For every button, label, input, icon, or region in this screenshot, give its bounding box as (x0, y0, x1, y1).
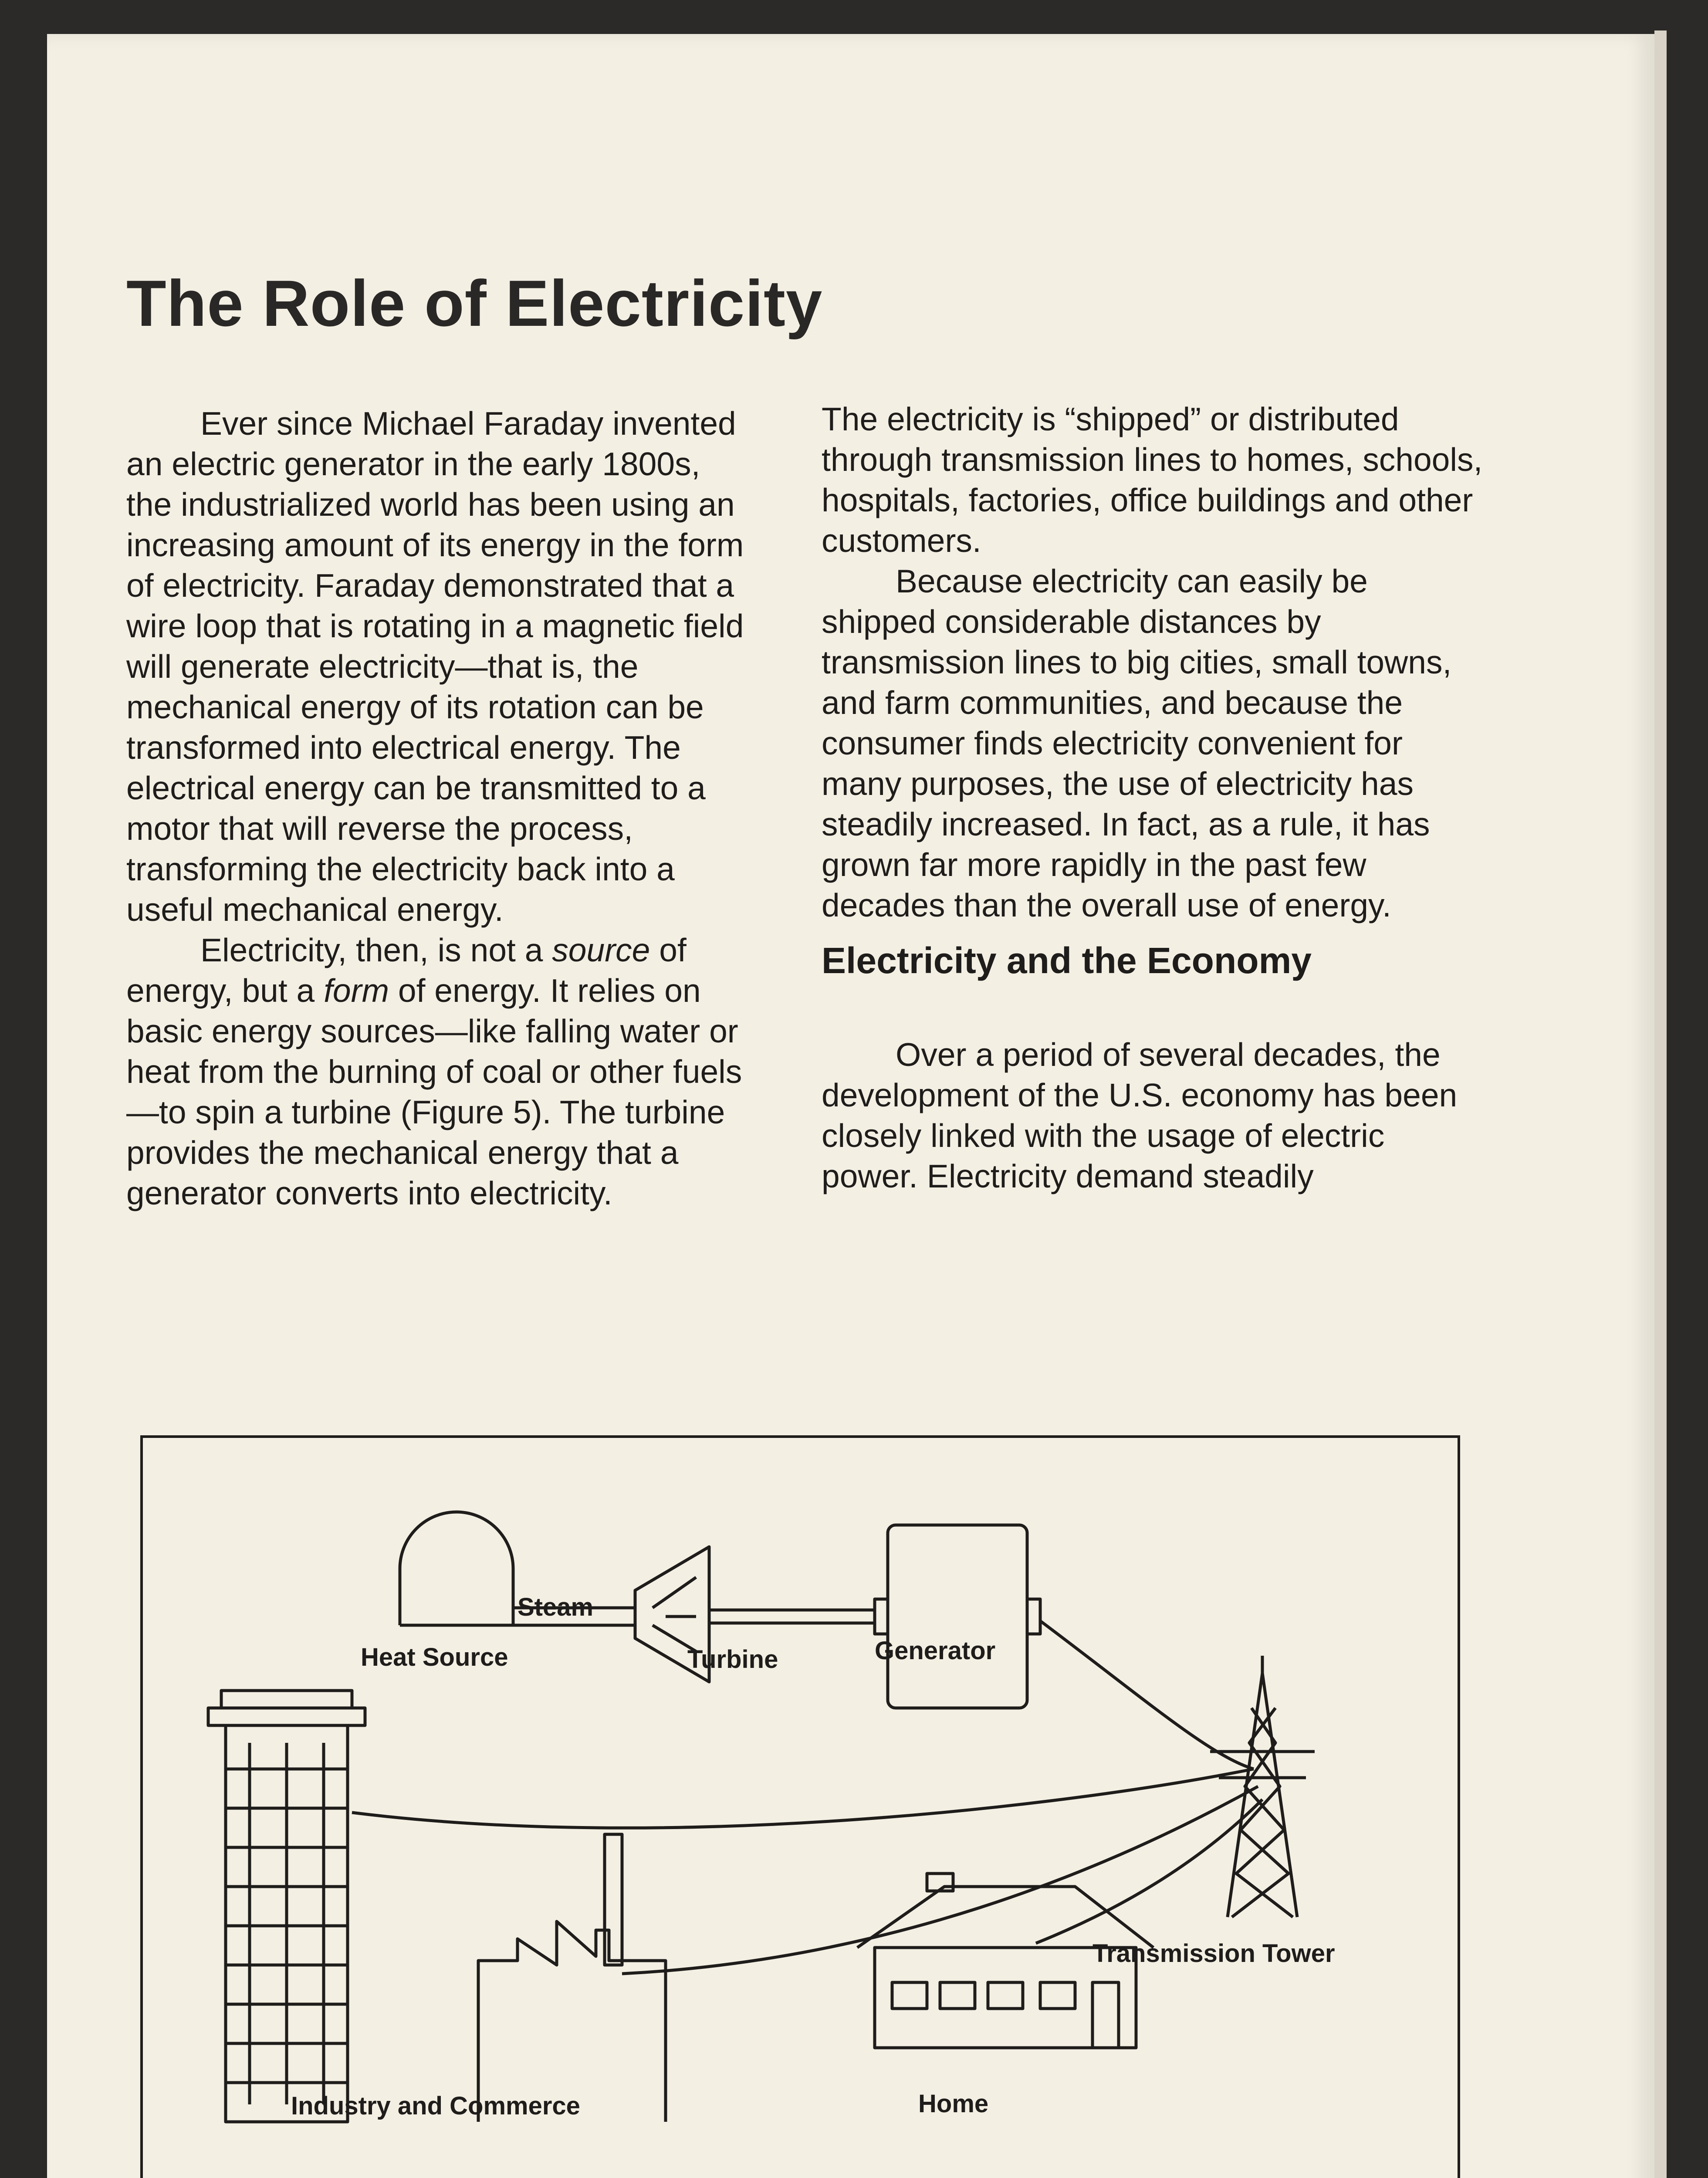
text-span: Electricity, then, is not a (200, 932, 552, 968)
label-transmission-tower: Transmission Tower (1092, 1939, 1335, 1968)
paragraph-source-form (126, 930, 754, 1214)
paragraph-economy: Over a period of several decades, the development of the U.S. economy has been closely linked with the usage of electric power. Electricity demand steadily (822, 1036, 1458, 1194)
page-title: The Role of Electricity (126, 267, 823, 340)
power-line (352, 1769, 1254, 1828)
power-line (1040, 1621, 1254, 1769)
label-heat-source: Heat Source (361, 1643, 508, 1671)
industry-building-icon (208, 1691, 365, 2122)
text-span: of energy. It relies on basic energy sources—like falling water or heat from the burning of coal or other fuels—to spin a turbine (Figure 5). The turbine provides the mechanical energy that a generator converts into electricity. (126, 972, 742, 1211)
power-line (1036, 1799, 1262, 1943)
shaft (709, 1610, 875, 1623)
right-column (822, 399, 1488, 1197)
left-column (126, 403, 754, 1214)
paragraph-distances: Because electricity can easily be shipped considerable distances by transmission lines to big cities, small towns, and farm communities, and because the consumer finds electricity convenient for many purposes, the use of electricity has steadily increased. In fact, as a rule, it has grown far more rapidly in the past few decades than the overall use of energy. (822, 563, 1452, 923)
emphasis-source: source (552, 932, 650, 968)
generator-icon (888, 1525, 1027, 1708)
transmission-tower-icon (1210, 1656, 1315, 1917)
emphasis-form: form (324, 972, 389, 1009)
figure-5-diagram (140, 1435, 1460, 2178)
paragraph-shipped: The electricity is “shipped” or distributed through transmission lines to homes, schools, hospitals, factories, office buildings and other customers. (822, 401, 1483, 559)
factory-icon (478, 1834, 666, 2122)
diagram-drawing (143, 1438, 1463, 2178)
page-edge (1654, 30, 1667, 2178)
section-heading: Electricity and the Economy (822, 940, 1312, 981)
label-generator: Generator (875, 1637, 996, 1665)
label-turbine: Turbine (687, 1645, 778, 1674)
paragraph-faraday: Ever since Michael Faraday invented an electric generator in the early 1800s, the industrialized world has been using an increasing amount of its energy in the form of electricity. Faraday demonstrated that a wire loop that is rotating in a magnetic field will generate electricity—that is, the mechanical energy of its rotation can be transformed into electrical energy. The electrical energy can be transmitted to a motor that will reverse the process, transforming the electricity back into a useful mechanical energy. (126, 405, 744, 928)
label-steam: Steam (517, 1593, 594, 1621)
text-span: of energy, but a (126, 932, 687, 1009)
label-industry: Industry and Commerce (291, 2092, 580, 2120)
label-home: Home (918, 2090, 989, 2118)
